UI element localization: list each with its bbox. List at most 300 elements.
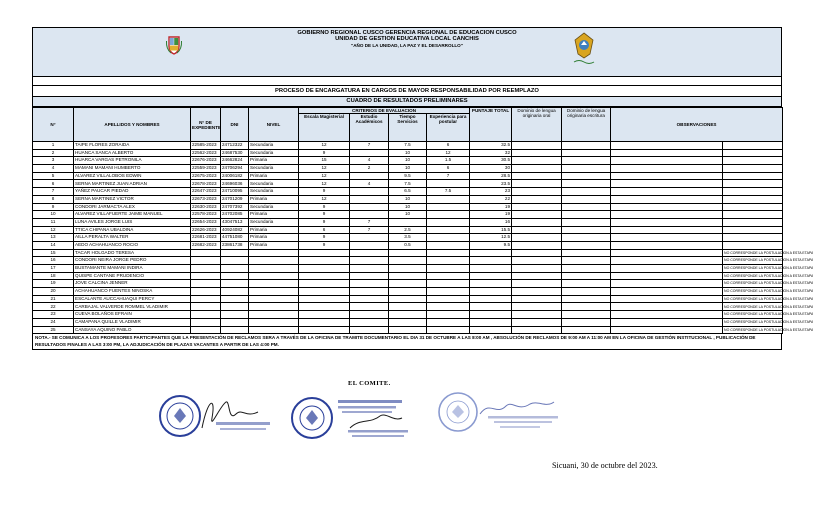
row-tiempo bbox=[389, 326, 427, 334]
row-escala: 15 bbox=[299, 157, 350, 165]
row-dominio-escritura bbox=[562, 165, 611, 173]
row-dominio-oral bbox=[512, 218, 562, 226]
row-escala: 12 bbox=[299, 180, 350, 188]
row-estudios bbox=[350, 249, 389, 257]
row-dni: 24701209 bbox=[221, 195, 249, 203]
row-nivel bbox=[249, 311, 299, 319]
row-observaciones bbox=[723, 172, 783, 180]
row-observaciones-spacer bbox=[611, 272, 723, 280]
row-name: CUEVA BOLAÑOS EFRAIN bbox=[74, 311, 191, 319]
row-observaciones-spacer bbox=[611, 241, 723, 249]
row-dominio-oral bbox=[512, 272, 562, 280]
row-dni: 43047513 bbox=[221, 218, 249, 226]
table-row bbox=[33, 157, 783, 165]
row-observaciones-spacer bbox=[611, 280, 723, 288]
results-body bbox=[33, 142, 813, 334]
table-row bbox=[33, 257, 783, 265]
row-estudios: 7 bbox=[350, 226, 389, 234]
row-experiencia bbox=[427, 303, 470, 311]
table-row bbox=[33, 272, 783, 280]
row-estudios bbox=[350, 188, 389, 196]
row-experiencia bbox=[427, 218, 470, 226]
row-observaciones-spacer bbox=[611, 311, 723, 319]
row-observaciones: NO CORRESPONDE LA POSTULACION A ESTA ETAPA bbox=[723, 288, 783, 296]
row-number: 7 bbox=[33, 188, 74, 196]
row-observaciones: NO CORRESPONDE LA POSTULACION A ESTA ETAPA bbox=[723, 295, 783, 303]
row-number: 18 bbox=[33, 272, 74, 280]
row-experiencia bbox=[427, 249, 470, 257]
row-dominio-escritura bbox=[562, 142, 611, 150]
row-nivel: Secundaria bbox=[249, 218, 299, 226]
table-row bbox=[33, 265, 783, 273]
row-name: TTICA CHIPANA UBALDINA bbox=[74, 226, 191, 234]
table-row bbox=[33, 149, 783, 157]
row-name: ALVAREZ VILLALOBOS EDWIN bbox=[74, 172, 191, 180]
row-observaciones bbox=[723, 211, 783, 219]
row-nivel: Secundaria bbox=[249, 149, 299, 157]
row-number: 16 bbox=[33, 257, 74, 265]
row-expediente bbox=[191, 288, 221, 296]
row-expediente: 22562-2023 bbox=[191, 149, 221, 157]
row-experiencia: 6 bbox=[427, 165, 470, 173]
row-observaciones-spacer bbox=[611, 165, 723, 173]
row-puntaje bbox=[470, 318, 512, 326]
row-estudios bbox=[350, 318, 389, 326]
row-experiencia bbox=[427, 318, 470, 326]
ugel-emblem-icon bbox=[571, 32, 597, 66]
row-estudios bbox=[350, 195, 389, 203]
row-escala: 12 bbox=[299, 142, 350, 150]
row-estudios bbox=[350, 272, 389, 280]
row-experiencia bbox=[427, 226, 470, 234]
row-puntaje: 19 bbox=[470, 211, 512, 219]
row-number: 10 bbox=[33, 211, 74, 219]
row-observaciones bbox=[723, 157, 783, 165]
row-dominio-oral bbox=[512, 203, 562, 211]
row-experiencia bbox=[427, 326, 470, 334]
row-dominio-escritura bbox=[562, 295, 611, 303]
row-tiempo bbox=[389, 295, 427, 303]
row-dni bbox=[221, 288, 249, 296]
row-nivel: Primaria bbox=[249, 241, 299, 249]
row-experiencia bbox=[427, 311, 470, 319]
row-estudios bbox=[350, 265, 389, 273]
row-dominio-escritura bbox=[562, 288, 611, 296]
row-dominio-escritura bbox=[562, 257, 611, 265]
row-puntaje bbox=[470, 265, 512, 273]
row-nivel: Secundaria bbox=[249, 142, 299, 150]
row-puntaje bbox=[470, 257, 512, 265]
row-observaciones: NO CORRESPONDE LA POSTULACION A ESTA ETAPA bbox=[723, 303, 783, 311]
row-experiencia bbox=[427, 295, 470, 303]
row-estudios bbox=[350, 203, 389, 211]
row-name: BUSTAMANTE MAMANI INDIRA bbox=[74, 265, 191, 273]
row-expediente: 22678-2023 bbox=[191, 180, 221, 188]
row-puntaje bbox=[470, 295, 512, 303]
row-experiencia bbox=[427, 203, 470, 211]
row-experiencia bbox=[427, 180, 470, 188]
row-tiempo bbox=[389, 249, 427, 257]
row-name: SERNA MARTINEZ VICTOR bbox=[74, 195, 191, 203]
row-observaciones-spacer bbox=[611, 288, 723, 296]
row-observaciones-spacer bbox=[611, 149, 723, 157]
row-name: LUNA AVILES JORGE LUIS bbox=[74, 218, 191, 226]
row-dni: 40924082 bbox=[221, 226, 249, 234]
row-name: SERNA MARTINEZ JUAN ADRIAN bbox=[74, 180, 191, 188]
row-puntaje bbox=[470, 272, 512, 280]
row-number: 9 bbox=[33, 203, 74, 211]
table-row bbox=[33, 172, 783, 180]
row-expediente bbox=[191, 257, 221, 265]
row-nivel: Primaria bbox=[249, 226, 299, 234]
row-observaciones-spacer bbox=[611, 249, 723, 257]
row-escala bbox=[299, 257, 350, 265]
row-dni: 24712322 bbox=[221, 142, 249, 150]
stamp-seal-3 bbox=[439, 393, 477, 431]
row-experiencia: 1.5 bbox=[427, 157, 470, 165]
row-dni: 24710095 bbox=[221, 188, 249, 196]
row-puntaje: 30.5 bbox=[470, 157, 512, 165]
row-dominio-oral bbox=[512, 226, 562, 234]
row-observaciones bbox=[723, 149, 783, 157]
row-number: 5 bbox=[33, 172, 74, 180]
row-experiencia: 7 bbox=[427, 172, 470, 180]
row-observaciones bbox=[723, 195, 783, 203]
row-dni bbox=[221, 280, 249, 288]
results-table bbox=[32, 107, 813, 334]
row-dominio-escritura bbox=[562, 311, 611, 319]
row-estudios bbox=[350, 234, 389, 242]
row-estudios bbox=[350, 303, 389, 311]
row-expediente bbox=[191, 303, 221, 311]
row-estudios bbox=[350, 288, 389, 296]
row-expediente bbox=[191, 265, 221, 273]
row-experiencia bbox=[427, 280, 470, 288]
row-name: AILLA PERALTA WALTER bbox=[74, 234, 191, 242]
col-expediente: N° DE EXPEDIENTE bbox=[191, 108, 221, 142]
row-number: 3 bbox=[33, 157, 74, 165]
row-observaciones bbox=[723, 218, 783, 226]
row-nivel: Primaria bbox=[249, 211, 299, 219]
row-experiencia: 7.5 bbox=[427, 188, 470, 196]
row-nivel: Secundaria bbox=[249, 165, 299, 173]
row-escala bbox=[299, 249, 350, 257]
row-tiempo: 10 bbox=[389, 165, 427, 173]
row-dni: 24707392 bbox=[221, 203, 249, 211]
row-puntaje: 9.5 bbox=[470, 241, 512, 249]
row-observaciones-spacer bbox=[611, 318, 723, 326]
row-expediente: 22673-2023 bbox=[191, 195, 221, 203]
row-nivel bbox=[249, 326, 299, 334]
row-observaciones-spacer bbox=[611, 195, 723, 203]
row-tiempo bbox=[389, 318, 427, 326]
row-expediente: 22654-2023 bbox=[191, 218, 221, 226]
row-expediente: 22647-2023 bbox=[191, 188, 221, 196]
row-observaciones-spacer bbox=[611, 226, 723, 234]
table-row bbox=[33, 318, 783, 326]
row-tiempo bbox=[389, 218, 427, 226]
row-name: ACHAHUANCO FUENTES NINOSKA bbox=[74, 288, 191, 296]
table-row bbox=[33, 211, 783, 219]
col-puntaje: PUNTAJE TOTAL bbox=[470, 108, 512, 142]
row-experiencia bbox=[427, 265, 470, 273]
row-observaciones bbox=[723, 241, 783, 249]
row-number: 19 bbox=[33, 280, 74, 288]
row-name: MAMANI MAMANI HUMBERTO bbox=[74, 165, 191, 173]
row-tiempo bbox=[389, 257, 427, 265]
row-dni bbox=[221, 326, 249, 334]
table-row bbox=[33, 195, 783, 203]
row-experiencia: 6 bbox=[427, 142, 470, 150]
row-nivel bbox=[249, 303, 299, 311]
row-tiempo bbox=[389, 288, 427, 296]
row-escala bbox=[299, 272, 350, 280]
row-name: QUISPE CANTANE PRUDENCIO bbox=[74, 272, 191, 280]
document-header bbox=[32, 27, 782, 77]
row-tiempo bbox=[389, 280, 427, 288]
row-escala: 9 bbox=[299, 149, 350, 157]
row-estudios: 2 bbox=[350, 165, 389, 173]
row-name: HUANCA SANCA ALBERTO bbox=[74, 149, 191, 157]
row-dominio-escritura bbox=[562, 265, 611, 273]
row-puntaje: 16 bbox=[470, 218, 512, 226]
row-expediente bbox=[191, 326, 221, 334]
row-tiempo: 9.5 bbox=[389, 172, 427, 180]
row-number: 4 bbox=[33, 165, 74, 173]
table-row bbox=[33, 280, 783, 288]
row-dominio-oral bbox=[512, 295, 562, 303]
row-number: 24 bbox=[33, 318, 74, 326]
row-observaciones bbox=[723, 188, 783, 196]
row-number: 15 bbox=[33, 249, 74, 257]
row-tiempo: 2.5 bbox=[389, 226, 427, 234]
row-dominio-escritura bbox=[562, 226, 611, 234]
row-dominio-escritura bbox=[562, 180, 611, 188]
row-observaciones-spacer bbox=[611, 172, 723, 180]
table-row bbox=[33, 188, 783, 196]
row-escala: 12 bbox=[299, 195, 350, 203]
table-row bbox=[33, 295, 783, 303]
row-dominio-oral bbox=[512, 303, 562, 311]
row-dominio-escritura bbox=[562, 218, 611, 226]
row-escala: 12 bbox=[299, 172, 350, 180]
col-experiencia: Experiencia para postular bbox=[427, 114, 470, 142]
col-nivel: NIVEL bbox=[249, 108, 299, 142]
row-observaciones: NO CORRESPONDE LA POSTULACION A ESTA ETAPA bbox=[723, 257, 783, 265]
row-estudios bbox=[350, 257, 389, 265]
row-puntaje: 12.5 bbox=[470, 234, 512, 242]
date-line: Sicuani, 30 de octubre del 2023. bbox=[552, 461, 658, 470]
row-dni bbox=[221, 265, 249, 273]
row-dni: 24687530 bbox=[221, 149, 249, 157]
row-experiencia bbox=[427, 195, 470, 203]
row-nivel: Primaria bbox=[249, 234, 299, 242]
row-tiempo: 7.5 bbox=[389, 142, 427, 150]
signature-2 bbox=[338, 400, 408, 437]
row-name: AEDO ACHAHUANCO ROCIO bbox=[74, 241, 191, 249]
row-experiencia bbox=[427, 288, 470, 296]
header-motto: "AÑO DE LA UNIDAD, LA PAZ Y EL DESARROLLO" bbox=[351, 42, 463, 48]
row-dominio-oral bbox=[512, 249, 562, 257]
row-observaciones: NO CORRESPONDE LA POSTULACION A ESTA ETAPA bbox=[723, 265, 783, 273]
col-num: N° bbox=[33, 108, 74, 142]
row-dominio-oral bbox=[512, 172, 562, 180]
row-nivel: Primaria bbox=[249, 157, 299, 165]
row-estudios: 4 bbox=[350, 157, 389, 165]
row-observaciones-spacer bbox=[611, 234, 723, 242]
row-dominio-escritura bbox=[562, 149, 611, 157]
row-expediente bbox=[191, 311, 221, 319]
row-puntaje bbox=[470, 288, 512, 296]
signature-3 bbox=[480, 402, 558, 428]
table-row bbox=[33, 288, 783, 296]
row-dominio-escritura bbox=[562, 241, 611, 249]
row-dominio-oral bbox=[512, 142, 562, 150]
row-dni bbox=[221, 318, 249, 326]
row-estudios bbox=[350, 211, 389, 219]
row-observaciones: NO CORRESPONDE LA POSTULACION A ESTA ETAPA bbox=[723, 326, 783, 334]
row-observaciones-spacer bbox=[611, 188, 723, 196]
row-expediente bbox=[191, 280, 221, 288]
row-number: 8 bbox=[33, 195, 74, 203]
row-estudios bbox=[350, 241, 389, 249]
row-expediente bbox=[191, 249, 221, 257]
col-observaciones: OBSERVACIONES bbox=[611, 108, 783, 142]
col-escala: Escala Magisterial bbox=[299, 114, 350, 142]
row-name: TAIPE FLORES ZORAIDA bbox=[74, 142, 191, 150]
col-dni: DNI bbox=[221, 108, 249, 142]
row-dni: 24006182 bbox=[221, 172, 249, 180]
row-expediente bbox=[191, 272, 221, 280]
row-observaciones: NO CORRESPONDE LA POSTULACION A ESTA ETAPA bbox=[723, 280, 783, 288]
row-dominio-escritura bbox=[562, 234, 611, 242]
row-observaciones-spacer bbox=[611, 326, 723, 334]
row-number: 17 bbox=[33, 265, 74, 273]
row-escala: 9 bbox=[299, 241, 350, 249]
row-dominio-escritura bbox=[562, 280, 611, 288]
row-tiempo bbox=[389, 265, 427, 273]
row-nivel: Secundaria bbox=[249, 203, 299, 211]
row-nivel bbox=[249, 280, 299, 288]
row-experiencia bbox=[427, 241, 470, 249]
row-escala: 6 bbox=[299, 226, 350, 234]
row-escala: 9 bbox=[299, 218, 350, 226]
row-dominio-escritura bbox=[562, 249, 611, 257]
header-spacer bbox=[32, 77, 782, 86]
row-expediente: 22630-2023 bbox=[191, 203, 221, 211]
row-estudios: 7 bbox=[350, 142, 389, 150]
row-dominio-escritura bbox=[562, 172, 611, 180]
row-dominio-oral bbox=[512, 241, 562, 249]
row-name: CONDORI JARMACTA ALEX bbox=[74, 203, 191, 211]
row-number: 20 bbox=[33, 288, 74, 296]
row-observaciones: NO CORRESPONDE LA POSTULACION A ESTA ETAPA bbox=[723, 272, 783, 280]
row-name: TACAR HOLGADO TERESA bbox=[74, 249, 191, 257]
row-dni: 24706294 bbox=[221, 165, 249, 173]
signatures-and-stamps bbox=[150, 388, 610, 446]
row-dni: 23861738 bbox=[221, 241, 249, 249]
row-number: 23 bbox=[33, 311, 74, 319]
row-dominio-oral bbox=[512, 257, 562, 265]
row-dni bbox=[221, 311, 249, 319]
table-row bbox=[33, 241, 783, 249]
row-nivel: Secundaria bbox=[249, 188, 299, 196]
row-tiempo: 10 bbox=[389, 157, 427, 165]
row-expediente: 22578-2023 bbox=[191, 211, 221, 219]
row-dni: 24702085 bbox=[221, 211, 249, 219]
row-name: JOVE CALCINA JENNER bbox=[74, 280, 191, 288]
table-row bbox=[33, 226, 783, 234]
row-estudios: 4 bbox=[350, 180, 389, 188]
row-expediente: 22681-2023 bbox=[191, 234, 221, 242]
row-dominio-oral bbox=[512, 318, 562, 326]
row-puntaje: 19 bbox=[470, 203, 512, 211]
row-dominio-escritura bbox=[562, 326, 611, 334]
row-dominio-escritura bbox=[562, 211, 611, 219]
row-dominio-oral bbox=[512, 311, 562, 319]
row-experiencia bbox=[427, 272, 470, 280]
row-puntaje bbox=[470, 249, 512, 257]
row-estudios bbox=[350, 311, 389, 319]
col-estudios: Estudio Académicos bbox=[350, 114, 389, 142]
row-expediente: 22626-2023 bbox=[191, 226, 221, 234]
row-tiempo: 10 bbox=[389, 211, 427, 219]
row-dominio-oral bbox=[512, 195, 562, 203]
table-row bbox=[33, 180, 783, 188]
row-name: ESCALANTE AUCCAHUAQUI PERCY bbox=[74, 295, 191, 303]
row-number: 13 bbox=[33, 234, 74, 242]
row-name: YAÑEZ PAUCAR PIEDAD bbox=[74, 188, 191, 196]
row-observaciones bbox=[723, 234, 783, 242]
row-escala bbox=[299, 326, 350, 334]
row-escala: 9 bbox=[299, 211, 350, 219]
row-expediente bbox=[191, 318, 221, 326]
table-row bbox=[33, 249, 783, 257]
row-nivel: Primaria bbox=[249, 195, 299, 203]
row-observaciones-spacer bbox=[611, 157, 723, 165]
row-experiencia bbox=[427, 257, 470, 265]
row-puntaje bbox=[470, 326, 512, 334]
row-number: 6 bbox=[33, 180, 74, 188]
row-estudios bbox=[350, 172, 389, 180]
table-row bbox=[33, 218, 783, 226]
row-number: 2 bbox=[33, 149, 74, 157]
row-dominio-oral bbox=[512, 326, 562, 334]
row-escala bbox=[299, 311, 350, 319]
col-name: APELLIDOS Y NOMBRES bbox=[74, 108, 191, 142]
row-number: 11 bbox=[33, 218, 74, 226]
row-nivel bbox=[249, 257, 299, 265]
row-escala: 9 bbox=[299, 188, 350, 196]
table-row bbox=[33, 234, 783, 242]
row-estudios bbox=[350, 149, 389, 157]
row-escala: 12 bbox=[299, 165, 350, 173]
row-tiempo: 7.5 bbox=[389, 180, 427, 188]
row-puntaje bbox=[470, 311, 512, 319]
row-dominio-oral bbox=[512, 188, 562, 196]
row-dominio-oral bbox=[512, 280, 562, 288]
row-tiempo bbox=[389, 272, 427, 280]
row-observaciones bbox=[723, 180, 783, 188]
row-tiempo: 10 bbox=[389, 149, 427, 157]
row-number: 14 bbox=[33, 241, 74, 249]
note: NOTA.- SE COMUNICA A LOS PROFESORES PARTICIPANTES QUE LA PRESENTACIÓN DE RECLAMOS SERA A TRAVÉS DE LA OFICINA DE TRAMITE DOCUMENTARIO EL DIA 31 DE OCTUBRE A LAS 8:00 AM , ABSOLUCIÓN DE RECLAMOS DE 9:00 AM A 11:00 AM EN LA OFICINA DE GESTIÓN INSTITUCIONAL , PUBLICACIÓN DE RESULTADOS FINALES A LAS 3:00 PM, LA ADJUDICACIÓN DE PLAZAS VACANTES A PARTIR DE LAS 4:00 PM. bbox=[32, 334, 782, 350]
row-tiempo bbox=[389, 311, 427, 319]
row-dni: 44751080 bbox=[221, 234, 249, 242]
row-dominio-escritura bbox=[562, 272, 611, 280]
row-observaciones-spacer bbox=[611, 265, 723, 273]
row-observaciones bbox=[723, 165, 783, 173]
